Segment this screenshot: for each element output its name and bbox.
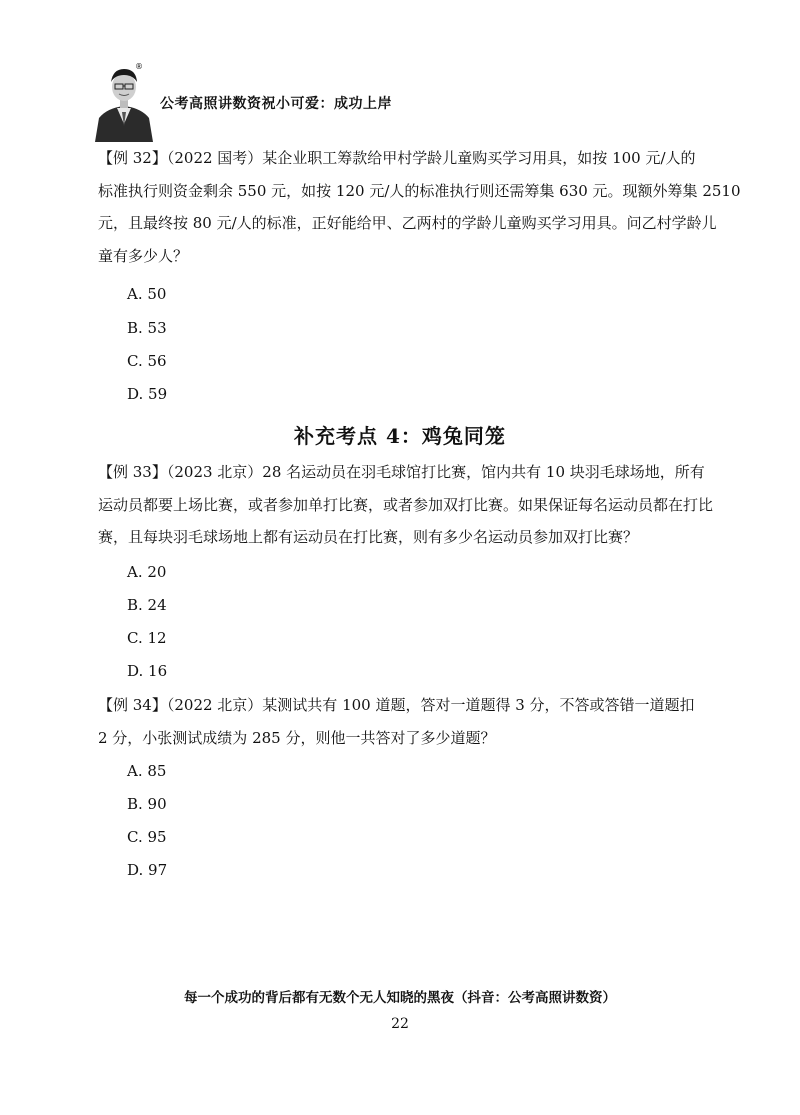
footer-slogan: 每一个成功的背后都有无数个无人知晓的黑夜（抖音：公考高照讲数资） <box>184 990 616 1006</box>
brand-slogan: 公考高照讲数资祝小可爱：成功上岸 <box>160 96 392 112</box>
option-b: B. 53 <box>127 319 167 337</box>
option-c: C. 12 <box>127 629 167 647</box>
registered-mark: ® <box>135 62 143 71</box>
option-d: D. 59 <box>127 385 168 403</box>
question-32-line: 标准执行则资金剩余 550 元，如按 120 元/人的标准执行则还需筹集 630 元。现额外筹集 2510 <box>98 181 741 200</box>
question-34-line: 【例 34】（2022 北京）某测试共有 100 道题，答对一道题得 3 分，不答或答错一道题扣 <box>98 696 695 714</box>
option-a: A. 85 <box>127 762 167 780</box>
question-33-line: 【例 33】（2023 北京）28 名运动员在羽毛球馆打比赛，馆内共有 10 块羽毛球场地，所有 <box>98 463 705 481</box>
option-d: D. 97 <box>127 861 168 879</box>
question-33-line: 运动员都要上场比赛，或者参加单打比赛，或者参加双打比赛。如果保证每名运动员都在打比 <box>98 495 714 514</box>
question-32-line: 元，且最终按 80 元/人的标准，正好能给甲、乙两村的学龄儿童购买学习用具。问乙村学龄儿 <box>98 214 717 232</box>
option-b: B. 90 <box>127 795 167 813</box>
question-32-line: 童有多少人？ <box>98 246 189 265</box>
question-32-line: 【例 32】（2022 国考）某企业职工筹款给甲村学龄儿童购买学习用具，如按 100 元/人的 <box>98 149 696 167</box>
question-33-line: 赛，且每块羽毛球场地上都有运动员在打比赛，则有多少名运动员参加双打比赛？ <box>98 528 639 546</box>
option-a: A. 50 <box>127 285 167 303</box>
section-title: 补充考点 4：鸡兔同笼 <box>294 424 506 448</box>
question-34-line: 2 分，小张测试成绩为 285 分，则他一共答对了多少道题？ <box>98 728 496 747</box>
question-32 <box>98 142 741 272</box>
question-33 <box>98 456 714 554</box>
option-d: D. 16 <box>127 662 168 680</box>
presenter-photo <box>93 60 155 142</box>
option-b: B. 24 <box>127 596 167 614</box>
option-c: C. 56 <box>127 352 167 370</box>
question-34 <box>98 689 710 754</box>
option-a: A. 20 <box>127 563 167 581</box>
page-number: 22 <box>391 1016 409 1032</box>
option-c: C. 95 <box>127 828 167 846</box>
